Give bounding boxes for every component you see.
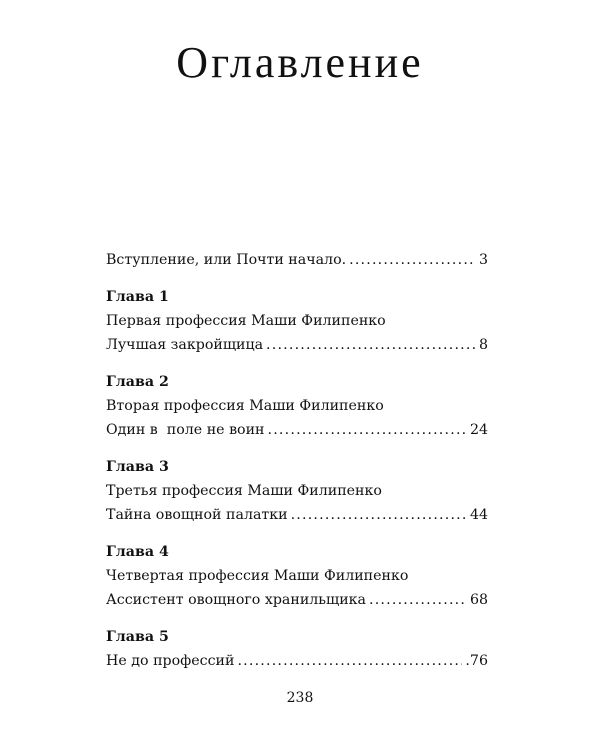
chapter-label: Глава 4: [106, 544, 169, 560]
toc-entry-chapter-5: [106, 625, 488, 673]
chapter-subtitle: Первая профессия Маши Филипенко: [106, 313, 386, 329]
toc-page-number: 24: [469, 422, 488, 438]
dot-leader: [369, 588, 467, 612]
toc-page-number: 8: [478, 337, 488, 353]
toc-row: [106, 418, 488, 442]
toc-page-number: .76: [465, 653, 488, 669]
toc-page-number: 3: [478, 252, 488, 268]
toc-row: [106, 588, 488, 612]
chapter-label: Глава 2: [106, 374, 169, 390]
toc-entry-title: Один в поле не воин: [106, 422, 265, 438]
dot-leader: [291, 503, 467, 527]
page-number: 238: [286, 690, 314, 706]
toc-entry-title: Ассистент овощного хранильщика: [106, 592, 367, 608]
toc-row: [106, 503, 488, 527]
toc-row: [106, 649, 488, 673]
dot-leader: [237, 649, 462, 673]
toc-entry-chapter-4: [106, 540, 488, 612]
dot-leader: [349, 248, 476, 272]
toc-entry-intro: [106, 248, 488, 272]
chapter-subtitle: Четвертая профессия Маши Филипенко: [106, 568, 409, 584]
toc-entry-title: Вступление, или Почти начало.: [106, 252, 347, 268]
toc-row: [106, 333, 488, 357]
chapter-label: Глава 5: [106, 629, 169, 645]
page-title: Оглавление: [176, 38, 424, 87]
toc-entry-chapter-3: [106, 455, 488, 527]
toc-row: [106, 248, 488, 272]
toc-page-number: 68: [469, 592, 488, 608]
dot-leader: [268, 418, 467, 442]
table-of-contents: [106, 248, 488, 686]
toc-entry-title: Тайна овощной палатки: [106, 507, 288, 523]
toc-entry-chapter-2: [106, 370, 488, 442]
toc-entry-chapter-1: [106, 285, 488, 357]
toc-page-number: 44: [469, 507, 488, 523]
chapter-subtitle: Вторая профессия Маши Филипенко: [106, 398, 384, 414]
toc-entry-title: Не до профессий: [106, 653, 235, 669]
chapter-label: Глава 1: [106, 289, 169, 305]
chapter-subtitle: Третья профессия Маши Филипенко: [106, 483, 382, 499]
dot-leader: [266, 333, 476, 357]
chapter-label: Глава 3: [106, 459, 169, 475]
toc-entry-title: Лучшая закройщица: [106, 337, 264, 353]
